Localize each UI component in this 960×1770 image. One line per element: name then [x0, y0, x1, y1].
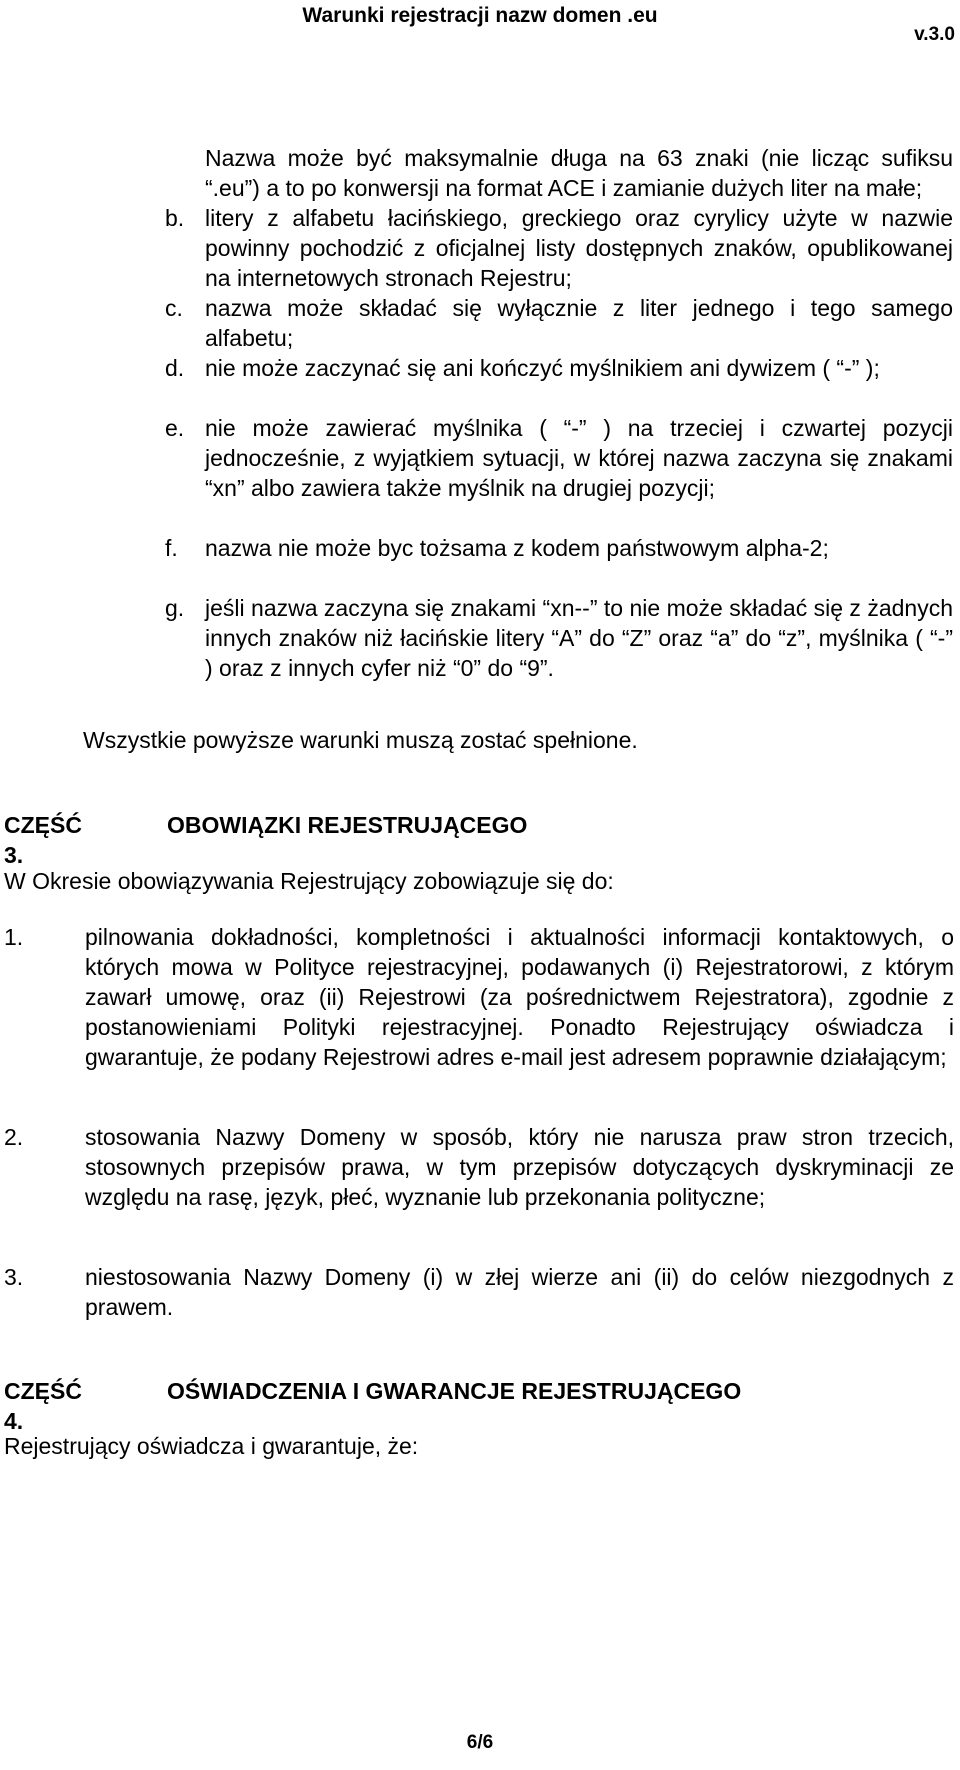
list-item-label: e.	[165, 415, 185, 441]
list-item-label: c.	[165, 295, 183, 321]
page-number: 6/6	[466, 1732, 494, 1753]
section-intro: Rejestrujący oświadcza i gwarantuje, że:	[4, 1433, 419, 1459]
list-item-label: d.	[165, 355, 185, 381]
list-item-label: 3.	[4, 1264, 24, 1290]
list-item-text: nie może zawierać myślnika ( “-” ) na trzeciej i czwartej pozycji jednocześnie, z wyjątkiem sytuacji, w której nazwa zaczyna się znakami “xn” albo zawiera także myślnik na drugiej pozycji;	[205, 415, 953, 501]
list-item-text: litery z alfabetu łacińskiego, greckiego oraz cyrylicy użyte w nazwie powinny pochodzić z oficjalnej listy dostępnych znaków, opublikowanej na internetowych stronach Rejestru;	[205, 205, 953, 291]
list-item-label: g.	[165, 595, 185, 621]
section-number: CZĘŚĆ 3.	[4, 812, 82, 868]
document-version: v.3.0	[914, 24, 955, 45]
list-item-text: niestosowania Nazwy Domeny (i) w złej wierze ani (ii) do celów niezgodnych z prawem.	[85, 1264, 954, 1320]
list-item-text: jeśli nazwa zaczyna się znakami “xn--” to nie może składać się z żadnych innych znaków niż łacińskie litery “A” do “Z” oraz “a” do “z”, myślnika ( “-” ) oraz z innych cyfer niż “0” do “9”.	[205, 595, 953, 681]
list-item-label: 1.	[4, 924, 24, 950]
list-item-text: nazwa nie może byc tożsama z kodem państwowym alpha-2;	[205, 535, 829, 561]
section-number: CZĘŚĆ 4.	[4, 1378, 82, 1434]
section-intro: W Okresie obowiązywania Rejestrujący zobowiązuje się do:	[4, 868, 614, 894]
list-item-text: nazwa może składać się wyłącznie z liter jednego i tego samego alfabetu;	[205, 295, 953, 351]
section-title: OŚWIADCZENIA I GWARANCJE REJESTRUJĄCEGO	[167, 1378, 742, 1404]
list-item-label: 2.	[4, 1124, 24, 1150]
list-item-text: pilnowania dokładności, kompletności i aktualności informacji kontaktowych, o których mowa w Polityce rejestracyjnej, podawanych (i) Rejestratorowi, z którym zawarł umowę, oraz (ii) Rejestrowi (za pośrednictwem Rejestratora), zgodnie z postanowieniami Polityki rejestracyjnej. Ponadto Rejestrujący oświadcza i gwarantuje, że podany Rejestrowi adres e-mail jest adresem poprawnie działającym;	[85, 924, 954, 1070]
all-conditions-note: Wszystkie powyższe warunki muszą zostać spełnione.	[83, 727, 638, 753]
document-header-title: Warunki rejestracji nazw domen .eu	[302, 4, 658, 27]
section-title: OBOWIĄZKI REJESTRUJĄCEGO	[167, 812, 528, 838]
intro-continuation: Nazwa może być maksymalnie długa na 63 znaki (nie licząc sufiksu “.eu”) a to po konwersji na format ACE i zamianie dużych liter na małe;	[205, 145, 953, 201]
list-item-text: stosowania Nazwy Domeny w sposób, który nie narusza praw stron trzecich, stosownych przepisów prawa, w tym przepisów dotyczących dyskryminacji ze względu na rasę, język, płeć, wyznanie lub przekonania polityczne;	[85, 1124, 954, 1210]
list-item-label: f.	[165, 535, 178, 561]
list-item-text: nie może zaczynać się ani kończyć myślnikiem ani dywizem ( “-” );	[205, 355, 880, 381]
list-item-label: b.	[165, 205, 185, 231]
